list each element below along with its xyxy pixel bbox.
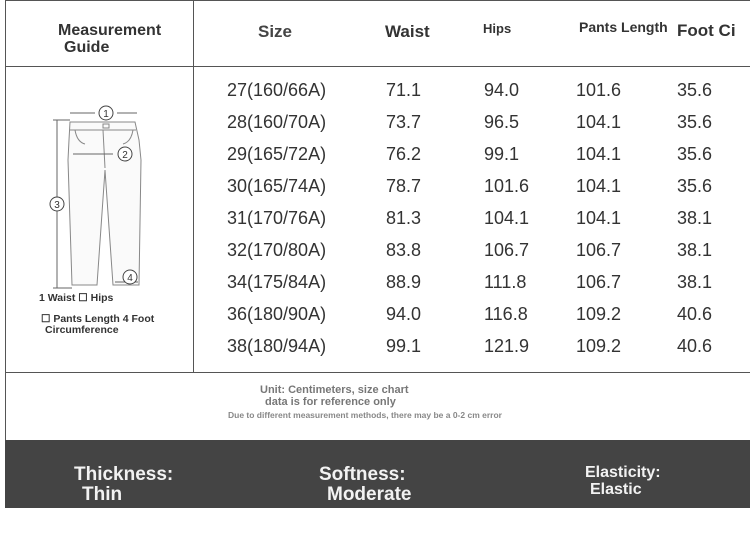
cell-hips: 104.1	[484, 208, 530, 228]
cell-pants-length: 106.7	[576, 240, 622, 260]
cell-hips: 96.5	[484, 112, 520, 132]
softness-value: Moderate	[327, 484, 412, 505]
cell-hips: 116.8	[484, 304, 528, 324]
cell-size: 34(175/84A)	[227, 272, 327, 292]
cell-waist: 76.2	[386, 144, 422, 164]
cell-pants-length: 104.1	[576, 176, 622, 196]
cell-size: 27(160/66A)	[227, 80, 327, 100]
cell-foot: 35.6	[677, 112, 713, 132]
cell-waist: 81.3	[386, 208, 422, 228]
measurement-guide-title	[58, 22, 161, 56]
cell-pants-length: 106.7	[576, 272, 622, 292]
guide-title-line2: Guide	[64, 39, 110, 56]
cell-pants-length: 101.6	[576, 80, 622, 100]
marker-3-label: 3	[54, 200, 60, 211]
cell-waist: 73.7	[386, 112, 422, 132]
cell-waist: 94.0	[386, 304, 422, 324]
legend-line-3: Circumference	[45, 324, 119, 336]
cell-pants-length: 104.1	[576, 208, 622, 228]
cell-foot: 35.6	[677, 176, 713, 196]
error-note: Due to different measurement methods, there may be a 0-2 cm error	[228, 410, 502, 420]
cell-pants-length: 109.2	[576, 336, 622, 356]
thickness-value: Thin	[82, 484, 123, 505]
fabric-properties-band	[5, 440, 750, 508]
cell-hips: 101.6	[484, 176, 530, 196]
unit-note-line2: data is for reference only	[265, 396, 396, 408]
cell-foot: 38.1	[677, 240, 713, 260]
legend-line-2: ☐ Pants Length 4 Foot	[41, 313, 155, 325]
cell-foot: 35.6	[677, 80, 713, 100]
pants-diagram	[35, 100, 165, 300]
cell-size: 28(160/70A)	[227, 112, 327, 132]
cell-hips: 121.9	[484, 336, 530, 356]
cell-size: 30(165/74A)	[227, 176, 327, 196]
softness-property	[319, 465, 411, 505]
thickness-property	[74, 465, 173, 505]
cell-pants-length: 104.1	[576, 112, 622, 132]
softness-label: Softness:	[319, 464, 406, 485]
elasticity-label: Elasticity:	[585, 464, 661, 481]
cell-size: 38(180/94A)	[227, 336, 327, 356]
cell-size: 36(180/90A)	[227, 304, 327, 324]
header-waist: Waist	[385, 22, 430, 41]
cell-size: 29(165/72A)	[227, 144, 327, 164]
header-size: Size	[258, 22, 293, 41]
cell-hips: 99.1	[484, 144, 520, 164]
marker-4-label: 4	[127, 273, 133, 284]
cell-waist: 71.1	[386, 80, 422, 100]
cell-pants-length: 104.1	[576, 144, 622, 164]
cell-waist: 88.9	[386, 272, 422, 292]
cell-pants-length: 109.2	[576, 304, 622, 324]
cell-hips: 111.8	[484, 272, 527, 292]
cell-size: 32(170/80A)	[227, 240, 327, 260]
body-divider	[5, 372, 750, 373]
cell-foot: 38.1	[677, 272, 713, 292]
cell-waist: 99.1	[386, 336, 422, 356]
cell-size: 31(170/76A)	[227, 208, 327, 228]
elasticity-value: Elastic	[590, 481, 642, 498]
cell-waist: 83.8	[386, 240, 422, 260]
header-foot-circumference: Foot Ci	[677, 21, 736, 40]
header-pants-length: Pants Length	[579, 19, 668, 35]
header-hips: Hips	[483, 21, 512, 36]
legend-line-1: 1 Waist ☐ Hips	[39, 292, 114, 304]
guide-column-divider	[193, 0, 194, 372]
cell-foot: 35.6	[677, 144, 713, 164]
cell-hips: 106.7	[484, 240, 530, 260]
marker-2-label: 2	[122, 150, 128, 161]
cell-waist: 78.7	[386, 176, 422, 196]
elasticity-property	[585, 464, 661, 498]
cell-foot: 38.1	[677, 208, 713, 228]
header-divider	[5, 66, 750, 67]
cell-foot: 40.6	[677, 336, 713, 356]
unit-note	[260, 384, 409, 408]
cell-hips: 94.0	[484, 80, 520, 100]
cell-foot: 40.6	[677, 304, 713, 324]
thickness-label: Thickness:	[74, 464, 174, 485]
marker-1-label: 1	[103, 109, 109, 120]
guide-title-line1: Measurement	[58, 22, 162, 39]
size-chart	[5, 0, 750, 508]
unit-note-line1: Unit: Centimeters, size chart	[260, 384, 409, 396]
